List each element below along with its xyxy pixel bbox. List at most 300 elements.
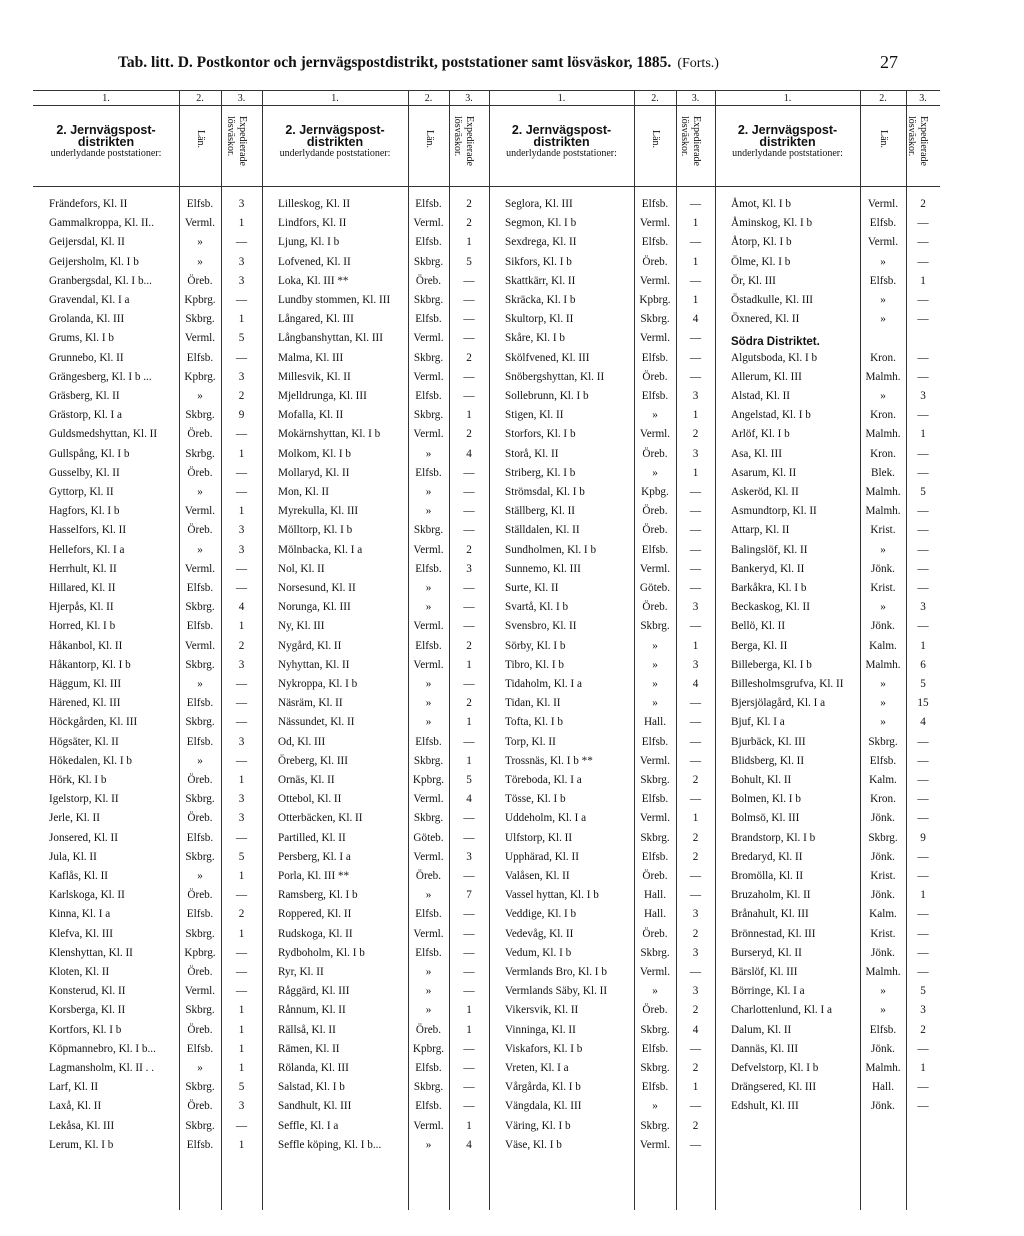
station-name: Jonsered, Kl. II — [49, 831, 118, 844]
table-row — [489, 1021, 715, 1040]
table-row — [715, 560, 940, 579]
station-name: Långared, Kl. III — [278, 313, 354, 326]
station-name: Gullspång, Kl. I b — [49, 447, 130, 460]
exped-cell: 2 — [692, 831, 699, 844]
lan-cell: Jönk. — [871, 620, 895, 633]
lan-cell: Verml. — [867, 198, 899, 210]
exped-cell: — — [689, 543, 702, 556]
lan-header: Län. — [423, 130, 435, 149]
exped-cell: — — [689, 754, 702, 767]
header-bottom-rule — [33, 186, 262, 187]
station-name: Ramsberg, Kl. I b — [278, 889, 358, 902]
table-row — [262, 617, 489, 636]
exped-cell: 1 — [692, 255, 699, 268]
header-bottom-rule — [715, 186, 940, 187]
exped-cell: 1 — [238, 1138, 245, 1151]
lan-cell: Elfsb. — [415, 735, 442, 748]
station-name: Sunnemo, Kl. III — [505, 562, 581, 575]
table-row — [489, 521, 715, 540]
header-line: distrikten — [306, 135, 364, 149]
table-row — [715, 272, 940, 291]
exped-cell: — — [917, 774, 929, 786]
table-row — [262, 425, 489, 444]
station-name: Angelstad, Kl. I b — [731, 409, 811, 422]
station-name: Geijersholm, Kl. I b — [49, 255, 139, 268]
exped-cell: — — [235, 754, 248, 767]
table-row — [489, 195, 715, 214]
table-row — [262, 848, 489, 867]
exped-cell: 1 — [692, 812, 699, 825]
station-name: Burseryd, Kl. II — [731, 946, 802, 959]
lan-cell: » — [197, 543, 203, 556]
station-name: Gusselby, Kl. II — [49, 466, 120, 479]
exped-cell: 1 — [920, 1062, 926, 1074]
exped-cell: — — [917, 466, 929, 479]
station-name: Vinninga, Kl. II — [505, 1023, 576, 1036]
table-row — [715, 579, 940, 598]
exped-cell: — — [917, 927, 929, 940]
exped-cell: — — [917, 294, 929, 306]
table-row — [33, 445, 262, 464]
exped-cell: — — [463, 985, 475, 998]
exped-cell: — — [917, 966, 929, 978]
station-name: Tösse, Kl. I b — [505, 793, 566, 806]
station-name: Roppered, Kl. II — [278, 908, 352, 921]
lan-cell: Kron. — [870, 409, 896, 422]
lan-cell: Elfsb. — [415, 639, 442, 652]
lan-cell: Verml. — [639, 1138, 671, 1151]
table-row — [33, 310, 262, 329]
station-name: Porla, Kl. III ** — [278, 870, 350, 882]
station-name: Brånahult, Kl. III — [731, 908, 809, 921]
table-row — [489, 291, 715, 310]
lan-header: Län. — [195, 130, 206, 149]
table-row — [489, 425, 715, 444]
table-row — [33, 598, 262, 617]
exped-cell: 3 — [238, 793, 245, 806]
lan-cell: Verml. — [639, 217, 671, 230]
exped-cell: — — [917, 620, 929, 633]
lan-cell: » — [652, 658, 658, 671]
exped-cell: 2 — [238, 639, 245, 652]
lan-cell: Elfsb. — [869, 1023, 897, 1036]
lan-cell: Kpbrg. — [412, 1042, 445, 1055]
table-row — [33, 713, 262, 732]
header-number-rule — [489, 105, 715, 106]
exped-cell: 2 — [238, 390, 245, 402]
table-row — [715, 1001, 940, 1020]
exped-cell: — — [917, 850, 929, 863]
lan-cell: Verml. — [867, 236, 899, 249]
station-name: Sexdrega, Kl. II — [505, 236, 577, 249]
lan-cell: Elfsb. — [186, 735, 214, 748]
header-line: distrikten — [77, 135, 135, 149]
table-row — [715, 445, 940, 464]
table-row — [715, 982, 940, 1001]
station-name: Svartå, Kl. I b — [505, 601, 569, 614]
station-name: Nässundet, Kl. II — [278, 716, 355, 729]
exped-cell: — — [235, 486, 248, 498]
exped-cell: 2 — [692, 428, 699, 441]
station-name: Allerum, Kl. III — [731, 370, 802, 383]
exped-cell: — — [917, 236, 929, 249]
station-name: Töreboda, Kl. I a — [505, 774, 582, 786]
table-row — [33, 406, 262, 425]
lan-cell: Öreb. — [642, 927, 668, 940]
station-name: Segmon, Kl. I b — [505, 217, 577, 230]
station-name: Igelstorp, Kl. II — [49, 793, 119, 806]
table-row — [715, 1040, 940, 1059]
exped-cell: 4 — [466, 447, 472, 460]
exped-cell: 5 — [920, 678, 926, 690]
table-row — [33, 1040, 262, 1059]
lan-cell: Elfsb. — [186, 198, 214, 210]
station-name: Persberg, Kl. I a — [278, 850, 351, 863]
table-row — [489, 406, 715, 425]
exped-cell: 3 — [238, 812, 245, 825]
lan-cell: » — [425, 716, 432, 729]
station-name: Ör, Kl. III — [731, 274, 776, 287]
station-name: Otterbäcken, Kl. II — [278, 812, 363, 825]
lan-cell: Öreb. — [642, 524, 668, 537]
header-top-rule — [715, 90, 940, 91]
lan-cell: Skbrg. — [640, 1023, 670, 1036]
table-row — [33, 233, 262, 252]
table-row — [715, 963, 940, 982]
station-name: Härened, Kl. III — [49, 697, 121, 710]
lan-cell: » — [197, 390, 203, 402]
station-name: Ny, Kl. III — [278, 620, 325, 633]
exped-cell: — — [689, 505, 702, 518]
table-row — [33, 1097, 262, 1116]
exped-cell: 3 — [238, 658, 245, 671]
lan-cell: Skbrg. — [640, 946, 670, 959]
lan-cell: Elfsb. — [641, 1081, 669, 1094]
lan-cell: Öreb. — [642, 1004, 668, 1017]
exped-header: Expedierade — [918, 116, 929, 166]
station-name: Rölanda, Kl. III — [278, 1062, 349, 1074]
exped-cell: 4 — [466, 793, 472, 806]
station-name: Nygård, Kl. II — [278, 639, 342, 652]
header-bottom-rule — [489, 186, 715, 187]
table-row — [262, 521, 489, 540]
table-row — [33, 1136, 262, 1155]
lan-cell: Skbrg. — [185, 927, 215, 940]
section-heading: Södra Distriktet. — [731, 336, 820, 349]
exped-cell: 1 — [692, 409, 699, 422]
table-row — [262, 713, 489, 732]
station-name: Lagmansholm, Kl. II . . — [49, 1062, 155, 1074]
exped-cell: — — [235, 946, 248, 959]
lan-cell: Öreb. — [187, 966, 213, 978]
lan-cell: Göteb. — [413, 831, 444, 844]
table-row — [489, 387, 715, 406]
exped-cell: — — [689, 582, 702, 594]
table-row — [262, 598, 489, 617]
exped-cell: 2 — [692, 774, 699, 786]
table-row — [715, 809, 940, 828]
lan-cell: » — [425, 582, 432, 594]
lan-cell: Hall. — [643, 908, 667, 921]
station-name: Gravendal, Kl. I a — [49, 294, 130, 306]
lan-cell: » — [425, 1004, 432, 1017]
lan-cell: » — [425, 697, 432, 710]
lan-cell: Verml. — [413, 927, 444, 940]
lan-cell: » — [880, 294, 886, 306]
header-line: 2. Jernvägspost- — [511, 123, 612, 137]
exped-cell: — — [235, 562, 248, 575]
table-row — [262, 329, 489, 348]
table-row — [715, 886, 940, 905]
table-row — [33, 1078, 262, 1097]
lan-cell: Verml. — [413, 543, 444, 556]
table-row — [262, 1136, 489, 1155]
station-name: Jula, Kl. II — [49, 850, 97, 863]
exped-cell: 2 — [692, 1004, 699, 1017]
station-name: Millesvik, Kl. II — [278, 370, 351, 383]
column-number: 1. — [783, 93, 792, 104]
lan-cell: » — [425, 966, 432, 978]
lan-cell: Öreb. — [187, 274, 213, 287]
table-row — [33, 752, 262, 771]
exped-cell: — — [917, 562, 929, 575]
exped-cell: — — [689, 966, 702, 978]
lan-cell: » — [880, 543, 886, 556]
exped-cell: — — [463, 524, 475, 537]
exped-cell: 1 — [238, 505, 245, 518]
lan-cell: Jönk. — [871, 562, 895, 575]
station-name: Berga, Kl. II — [731, 639, 788, 652]
station-name: Sandhult, Kl. III — [278, 1100, 352, 1113]
exped-cell: 3 — [920, 390, 926, 402]
station-name: Börringe, Kl. I a — [731, 985, 805, 998]
table-row — [33, 675, 262, 694]
station-name: Mjelldrunga, Kl. III — [278, 390, 367, 402]
exped-cell: 2 — [466, 217, 472, 230]
exped-header-2: lösväskor. — [224, 116, 236, 157]
table-row — [262, 1040, 489, 1059]
station-name: Nykroppa, Kl. I b — [278, 678, 358, 690]
station-name: Geijersdal, Kl. II — [49, 236, 125, 249]
exped-cell: — — [917, 1100, 929, 1113]
lan-cell: Verml. — [639, 562, 671, 575]
column-block — [262, 90, 489, 1210]
lan-cell: Öreb. — [187, 428, 213, 441]
exped-cell: — — [463, 505, 475, 518]
station-name: Rånnum, Kl. II — [278, 1004, 346, 1017]
exped-cell: — — [463, 1042, 475, 1055]
lan-cell: Kalm. — [869, 774, 897, 786]
station-name: Råggärd, Kl. III — [278, 985, 350, 998]
exped-cell: 1 — [920, 639, 926, 652]
station-name: Dalum, Kl. II — [731, 1023, 792, 1036]
exped-cell: — — [689, 236, 702, 249]
lan-cell: Elfsb. — [641, 390, 669, 402]
station-name: Grängesberg, Kl. I b ... — [49, 370, 152, 383]
lan-cell: Krist. — [870, 927, 896, 940]
exped-cell: — — [463, 466, 475, 479]
table-row — [262, 368, 489, 387]
exped-cell: — — [917, 870, 929, 882]
lan-cell: Elfsb. — [186, 1138, 214, 1151]
lan-cell: Öreb. — [187, 889, 213, 902]
exped-cell: 3 — [920, 1004, 926, 1017]
exped-cell: 3 — [692, 908, 699, 921]
table-row — [33, 560, 262, 579]
table-row — [33, 1021, 262, 1040]
station-name: Hjerpås, Kl. II — [49, 601, 114, 614]
exped-cell: 1 — [692, 217, 699, 230]
station-name: Partilled, Kl. II — [278, 831, 346, 844]
exped-cell: — — [235, 236, 248, 249]
lan-cell: Skbrg. — [640, 774, 670, 786]
lan-cell: Verml. — [639, 274, 671, 287]
station-name: Köpmannebro, Kl. I b... — [49, 1042, 156, 1055]
lan-cell: » — [425, 985, 432, 998]
exped-cell: — — [689, 735, 702, 748]
exped-cell: — — [463, 812, 475, 825]
exped-cell: 2 — [692, 1119, 699, 1132]
lan-cell: » — [197, 1062, 203, 1074]
lan-cell: Skrbg. — [185, 447, 215, 460]
lan-cell: Skbrg. — [185, 313, 215, 326]
page-number: 27 — [880, 52, 898, 72]
station-name: Algutsboda, Kl. I b — [731, 351, 818, 364]
table-row — [33, 867, 262, 886]
table-row — [489, 656, 715, 675]
table-row — [715, 502, 940, 521]
exped-cell: 2 — [920, 1023, 926, 1036]
station-name: Lindfors, Kl. II — [278, 217, 347, 230]
lan-cell: Öreb. — [642, 870, 668, 882]
exped-cell: 7 — [466, 889, 472, 902]
table-row — [262, 464, 489, 483]
lan-cell: » — [880, 985, 886, 998]
lan-cell: Verml. — [413, 332, 444, 345]
header-subline: underlydande poststationer: — [732, 148, 843, 159]
lan-cell: Öreb. — [415, 1023, 442, 1036]
table-row — [715, 829, 940, 848]
table-row — [715, 656, 940, 675]
lan-cell: » — [652, 409, 658, 422]
lan-cell: Verml. — [639, 754, 671, 767]
station-name: Blidsberg, Kl. II — [731, 754, 805, 767]
station-name: Rämen, Kl. II — [278, 1042, 340, 1055]
exped-cell: 3 — [238, 543, 245, 556]
table-row — [33, 809, 262, 828]
lan-cell: Elfsb. — [641, 198, 669, 210]
lan-cell: Malmh. — [865, 486, 901, 498]
lan-cell: Skbrg. — [413, 524, 444, 537]
exped-cell: — — [689, 486, 702, 498]
lan-cell: Verml. — [413, 1119, 444, 1132]
station-name: Edshult, Kl. III — [731, 1100, 799, 1113]
lan-cell: » — [880, 678, 886, 690]
station-name: Grums, Kl. I b — [49, 332, 114, 345]
lan-cell: Skbrg. — [185, 409, 215, 422]
exped-cell: 2 — [692, 850, 699, 863]
station-name: Åmot, Kl. I b — [731, 198, 791, 210]
exped-cell: — — [463, 870, 475, 882]
station-name: Attarp, Kl. II — [731, 524, 790, 537]
table-row — [262, 349, 489, 368]
station-name: Bärslöf, Kl. III — [731, 966, 798, 978]
exped-cell: 5 — [238, 850, 245, 863]
column-number: 2. — [651, 93, 659, 104]
station-name: Mölltorp, Kl. I b — [278, 524, 353, 537]
table-row — [715, 752, 940, 771]
station-name: Uddeholm, Kl. I a — [505, 812, 587, 825]
exped-cell: 3 — [238, 735, 245, 748]
table-row — [489, 829, 715, 848]
lan-cell: Skbrg. — [413, 351, 444, 364]
exped-cell: — — [917, 370, 929, 383]
lan-cell: Verml. — [413, 370, 444, 383]
lan-cell: » — [880, 716, 886, 729]
table-row — [262, 733, 489, 752]
table-row — [489, 329, 715, 348]
exped-cell: 9 — [238, 409, 245, 422]
lan-cell: Blek. — [871, 466, 895, 479]
table-row — [715, 464, 940, 483]
table-row — [489, 905, 715, 924]
lan-cell: » — [425, 678, 432, 690]
table-row — [489, 560, 715, 579]
exped-cell: 1 — [238, 1042, 245, 1055]
lan-cell: Elfsb. — [415, 908, 442, 921]
table-row — [262, 1021, 489, 1040]
station-name: Arlöf, Kl. I b — [731, 428, 790, 441]
lan-cell: Malmh. — [865, 1062, 901, 1074]
lan-cell: Elfsb. — [186, 1042, 214, 1055]
column-number: 1. — [331, 93, 339, 104]
station-name: Hökedalen, Kl. I b — [49, 754, 132, 767]
exped-cell: — — [463, 313, 475, 326]
lan-cell: Elfsb. — [186, 351, 214, 364]
table-row — [33, 214, 262, 233]
exped-cell: 4 — [692, 1023, 699, 1036]
table-row — [262, 637, 489, 656]
lan-cell: » — [652, 466, 658, 479]
lan-cell: » — [425, 889, 432, 902]
exped-cell: 1 — [466, 1119, 472, 1132]
lan-cell: » — [425, 601, 432, 614]
lan-cell: » — [425, 486, 432, 498]
exped-cell: 3 — [692, 601, 699, 614]
lan-cell: Öreb. — [642, 505, 668, 518]
station-name: Jerle, Kl. II — [49, 812, 100, 825]
station-name: Norunga, Kl. III — [278, 601, 351, 614]
lan-cell: Elfsb. — [641, 735, 669, 748]
exped-cell: — — [917, 754, 929, 767]
lan-cell: Skbrg. — [185, 850, 215, 863]
exped-cell: 3 — [466, 850, 472, 863]
exped-cell: 1 — [920, 889, 926, 902]
exped-cell: 4 — [692, 678, 699, 690]
station-name: Vedevåg, Kl. II — [505, 927, 574, 940]
station-name: Trossnäs, Kl. I b ** — [505, 754, 593, 767]
exped-cell: 9 — [920, 831, 926, 844]
lan-header: Län. — [650, 130, 661, 149]
exped-cell: 5 — [238, 332, 245, 345]
lan-cell: Elfsb. — [415, 313, 442, 326]
exped-cell: — — [689, 1138, 702, 1151]
station-name: Hörk, Kl. I b — [49, 774, 107, 786]
table-row — [33, 368, 262, 387]
lan-cell: Skbrg. — [868, 735, 898, 748]
lan-cell: Verml. — [413, 428, 444, 441]
table-row — [715, 1097, 940, 1116]
